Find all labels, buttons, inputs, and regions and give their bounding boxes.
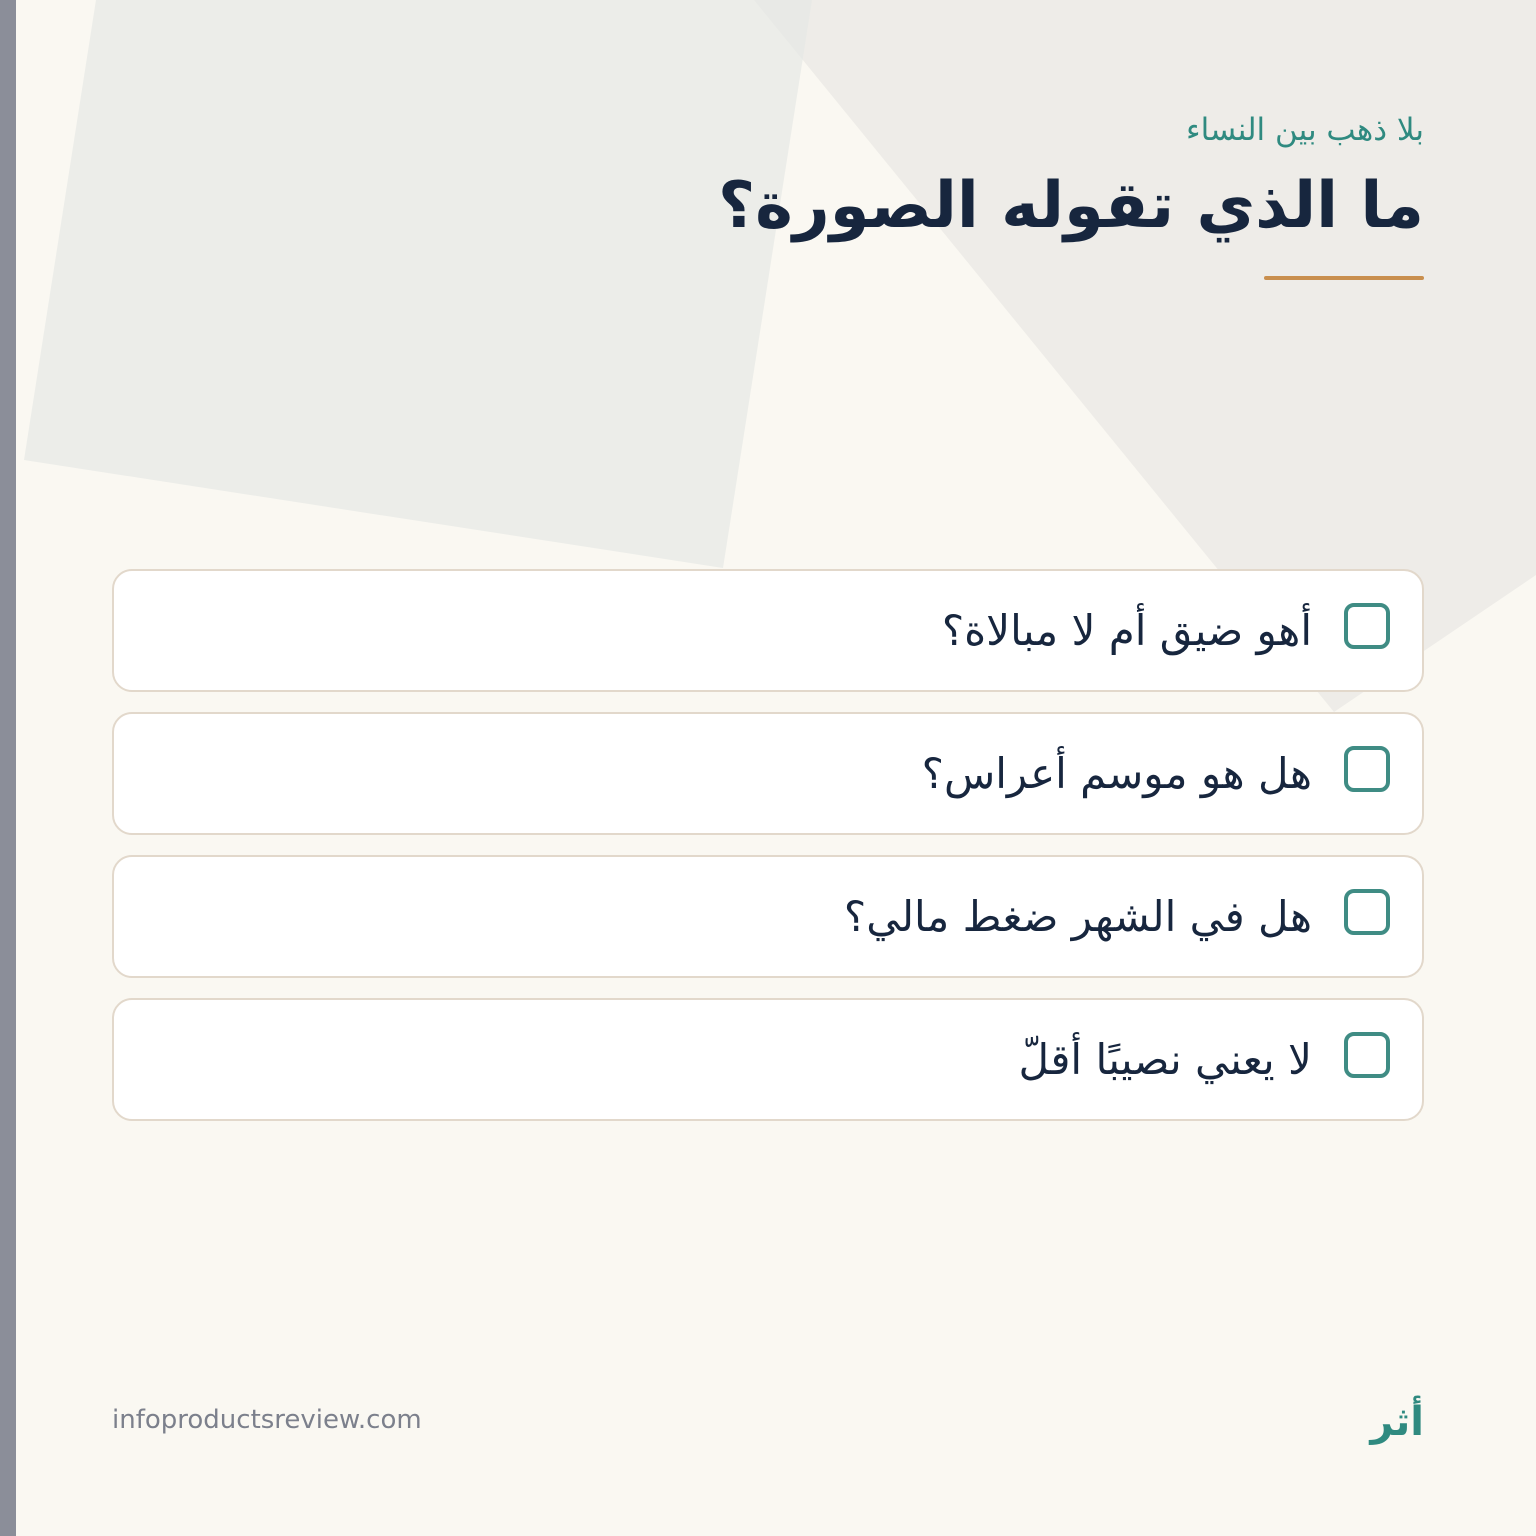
kicker-text: بلا ذهب بين النساء	[1186, 112, 1424, 148]
option-label: أهو ضيق أم لا مبالاة؟	[941, 605, 1312, 655]
option-checkbox[interactable]	[1344, 889, 1390, 935]
footer-domain: infoproductsreview.com	[112, 1405, 422, 1435]
option-card-3[interactable]	[112, 855, 1424, 978]
background-pane-left	[24, 0, 812, 568]
option-label: هل هو موسم أعراس؟	[921, 748, 1312, 798]
brand-logo: أثر	[1370, 1399, 1424, 1445]
option-card-4[interactable]	[112, 998, 1424, 1121]
option-label: لا يعني نصيبًا أقلّ	[1018, 1034, 1312, 1084]
header	[524, 100, 1424, 280]
option-checkbox[interactable]	[1344, 603, 1390, 649]
page-title: ما الذي تقوله الصورة؟	[717, 169, 1424, 243]
option-label: هل في الشهر ضغط مالي؟	[843, 891, 1312, 941]
title-divider	[1264, 276, 1424, 280]
option-checkbox[interactable]	[1344, 1032, 1390, 1078]
left-rail	[0, 0, 16, 1536]
option-card-1[interactable]	[112, 569, 1424, 692]
options-list	[112, 569, 1424, 1141]
option-card-2[interactable]	[112, 712, 1424, 835]
option-checkbox[interactable]	[1344, 746, 1390, 792]
